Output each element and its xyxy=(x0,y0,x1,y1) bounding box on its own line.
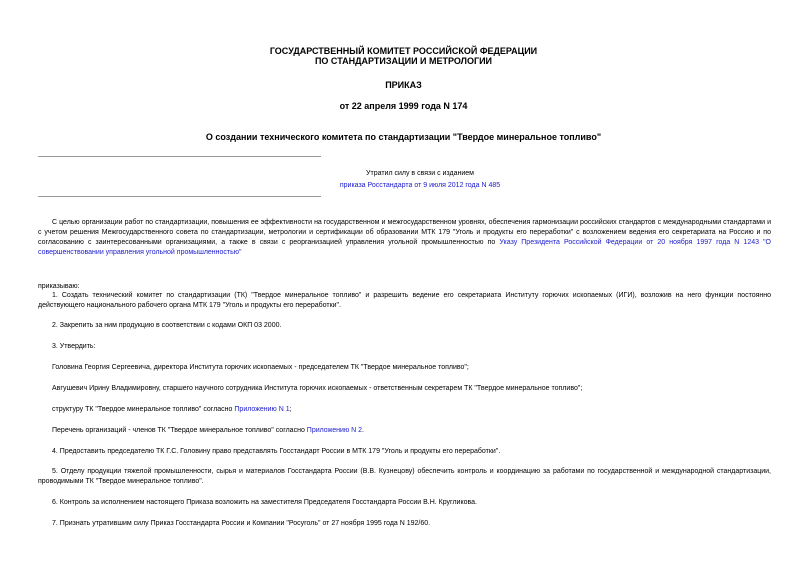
item-2: 2. Закрепить за ним продукцию в соответствии с кодами ОКП 03 2000. xyxy=(52,322,282,329)
status-note xyxy=(300,168,540,192)
item-3-structure-end: ; xyxy=(289,406,292,413)
appendix-2-link[interactable]: Приложению N 2 xyxy=(306,427,363,434)
item-1: 1. Создать технический комитет по стандартизации (ТК) "Твердое минеральное топливо" и разрешить ведение его секретариата Институту горючих ископаемых (ИГИ), возложив на него функции постоянно действующего национального рабочего органа МТК 179 "Уголь и продукты его переработки". xyxy=(38,292,771,309)
status-note-link[interactable]: приказа Росстандарта от 9 июля 2012 года N 485 xyxy=(339,182,501,189)
item-6: 6. Контроль за исполнением настоящего Приказа возложить на заместителя Председателя Госстандарта России В.Н. Кругликова. xyxy=(52,499,477,506)
item-3-members-text: Перечень организаций - членов ТК "Твердое минеральное топливо" согласно xyxy=(52,427,307,434)
item-3: 3. Утвердить: xyxy=(52,343,96,350)
appendix-1-link[interactable]: Приложению N 1 xyxy=(234,406,290,413)
item-3-secretary: Авгушевич Ирину Владимировну, старшего научного сотрудника Института горючих ископаемых - ответственным секретарем ТК "Твердое минеральное топливо"; xyxy=(52,385,583,392)
org-name-line-1: ГОСУДАРСТВЕННЫЙ КОМИТЕТ РОССИЙСКОЙ ФЕДЕРАЦИИ xyxy=(269,46,538,56)
preamble-paragraph xyxy=(38,218,771,258)
doc-type: ПРИКАЗ xyxy=(385,80,422,90)
item-3-structure-text: структуру ТК "Твердое минеральное топливо" согласно xyxy=(52,406,235,413)
order-word: приказываю: xyxy=(38,283,80,290)
item-3-members-end: . xyxy=(362,427,364,434)
preamble-link[interactable]: Указу Президента Российской Федерации от 20 ноября 1997 года N 1243 "О совершенствовании управления угольной промышленностью" xyxy=(38,239,772,256)
item-3-chairman: Головина Георгия Сергеевича, директора Института горючих ископаемых - председателем ТК "Твердое минеральное топливо"; xyxy=(52,364,469,371)
item-4: 4. Предоставить председателю ТК Г.С. Головину право представлять Госстандарт России в МТК 179 "Уголь и продукты его переработки". xyxy=(52,448,501,455)
divider-bottom xyxy=(38,196,321,197)
item-3-members xyxy=(38,426,771,436)
status-note-text: Утратил силу в связи с изданием xyxy=(366,170,474,177)
org-name-line-2: ПО СТАНДАРТИЗАЦИИ И МЕТРОЛОГИИ xyxy=(314,56,493,66)
doc-date-number: от 22 апреля 1999 года N 174 xyxy=(339,101,468,111)
doc-title: О создании технического комитета по стандартизации "Твердое минеральное топливо" xyxy=(205,132,602,142)
item-7: 7. Признать утратившим силу Приказ Госстандарта России и Компании "Росуголь" от 27 ноября 1995 года N 192/60. xyxy=(52,520,431,527)
item-5: 5. Отделу продукции тяжелой промышленности, сырья и материалов Госстандарта России (В.В. Кузнецову) обеспечить контроль и координацию за работами по государственной и международной стандартизации, проводимыми ТК "Твердое минеральное топливо". xyxy=(38,468,771,485)
preamble-text: С целью организации работ по стандартизации, повышения ее эффективности на государственном и межгосударственном уровнях, обеспечения гармонизации российских стандартов с международными стандартами и с учетом решения Межгосударственного совета по стандартизации, метрологии и сертификации об образовании МТК 179 "Уголь и продукты его переработки" с возложением ведения его секретариата на Россию и по согласованию с заинтересованными организациями, а также в связи с реорганизацией управления угольной промышленностью по xyxy=(38,219,771,246)
divider-top xyxy=(38,156,321,157)
item-3-structure xyxy=(38,405,771,415)
